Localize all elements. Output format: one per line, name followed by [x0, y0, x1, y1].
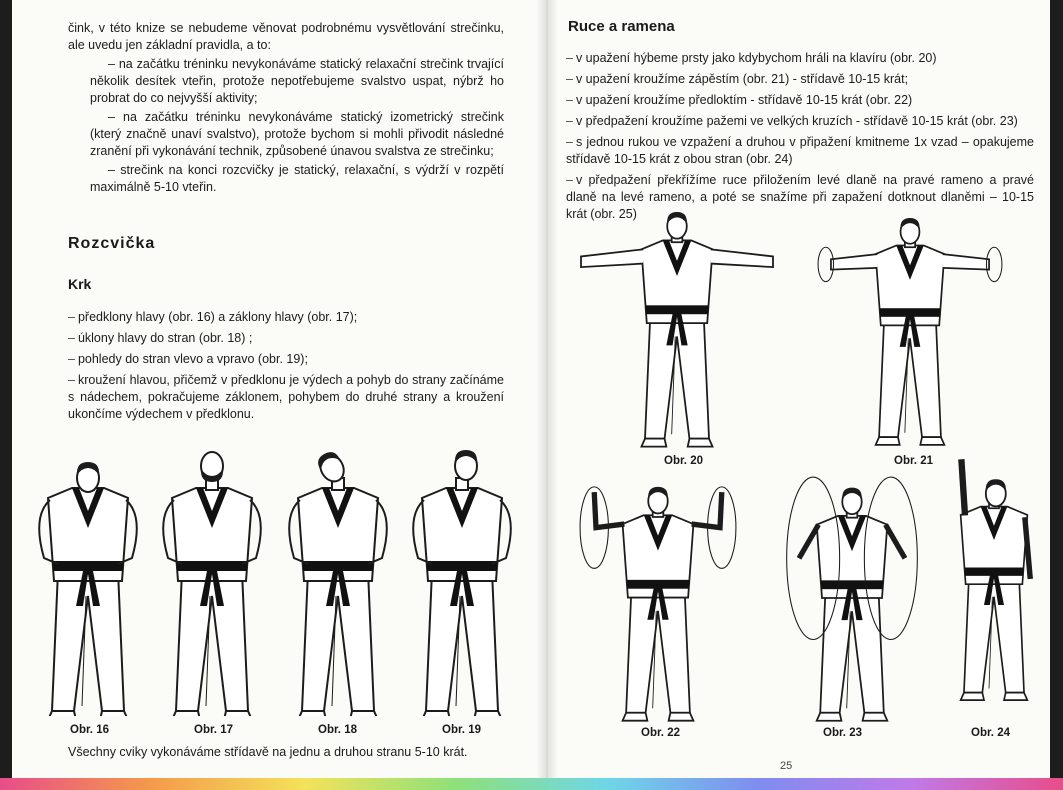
- figure-forearm-circles: [568, 478, 748, 726]
- figure-neck-bend-forward: [28, 446, 148, 716]
- list-item: – předklony hlavy (obr. 16) a záklony hlavy (obr. 17);: [68, 310, 358, 324]
- caption-obr-22: Obr. 22: [641, 727, 680, 739]
- page-number: 25: [780, 760, 793, 772]
- caption-obr-16: Obr. 16: [70, 724, 109, 736]
- figure-big-arm-circles: [762, 470, 942, 726]
- screen-edge-strip: [0, 778, 1063, 790]
- list-item: – v předpažení kroužíme pažemi ve velkých kruzích - střídavě 10-15 krát (obr. 23): [566, 114, 1018, 128]
- list-item: – v upažení kroužíme předloktím - střídavě 10-15 krát (obr. 22): [566, 93, 913, 107]
- neck-exercise-list: [68, 309, 504, 427]
- caption-obr-23: Obr. 23: [823, 727, 862, 739]
- section-heading-warmup: Rozcvička: [68, 235, 156, 252]
- figure-arms-side-fingers: [562, 212, 792, 452]
- caption-obr-18: Obr. 18: [318, 724, 357, 736]
- subsection-heading-neck: Krk: [68, 276, 92, 292]
- caption-obr-20: Obr. 20: [664, 455, 703, 467]
- figure-wrist-circles: [800, 218, 1020, 450]
- footer-note: Všechny cviky vykonáváme střídavě na jednu a druhou stranu 5-10 krát.: [68, 745, 468, 759]
- list-item: – v předpažení překřížíme ruce přiložením levé dlaně na pravé rameno a pravé dlaně na levé rameno, a poté se snažíme při zapažení dotknout dlaněmi – 10-15 krát (obr. 25): [566, 173, 1034, 221]
- caption-obr-17: Obr. 17: [194, 724, 233, 736]
- caption-obr-21: Obr. 21: [894, 455, 933, 467]
- section-heading-arms: Ruce a ramena: [568, 18, 675, 35]
- rule-2: – na začátku tréninku nevykonáváme statický izometrický strečink (který značně unaví svalstvo), protože bychom si mohli přivodit následné zranění při vykonávání technik, způsobené únavou svalstva ze strečinku;: [90, 110, 504, 158]
- figure-neck-turn-side: [402, 446, 522, 716]
- list-item: – pohledy do stran vlevo a vpravo (obr. 19);: [68, 352, 308, 366]
- list-item: – v upažení kroužíme zápěstím (obr. 21) - střídavě 10-15 krát;: [566, 72, 909, 86]
- rule-1: – na začátku tréninku nevykonáváme statický relaxační strečink trvající několik desítek vteřin, protože nepotřebujeme svalstvo uspat, nýbrž ho probrat do co nejvyšší aktivity;: [90, 57, 504, 105]
- list-item: – s jednou rukou ve vzpažení a druhou v připažení kmitneme 1x vzad – opakujeme střídavě 10-15 krát z obou stran (obr. 24): [566, 135, 1034, 166]
- caption-obr-24: Obr. 24: [971, 727, 1010, 739]
- list-item: – v upažení hýbeme prsty jako kdybychom hráli na klavíru (obr. 20): [566, 51, 937, 65]
- figure-neck-tilt-side: [278, 446, 398, 716]
- arm-exercise-list: [566, 50, 1034, 227]
- intro-paragraph: čink, v této knize se nebudeme věnovat podrobnému vysvětlování strečinku, ale uvedu jen základní pravidla, a to:: [68, 21, 504, 52]
- book-gutter: [536, 0, 558, 778]
- figure-arm-swing-back: [944, 452, 1044, 724]
- list-item: – kroužení hlavou, přičemž v předklonu je výdech a pohyb do strany začínáme s nádechem, pokračujeme záklonem, pohybem do druhé strany a kroužení ukončíme výdechem v předklonu.: [68, 373, 504, 421]
- figure-neck-bend-back: [152, 446, 272, 716]
- stretching-rules: [68, 20, 504, 196]
- rule-3: – strečink na konci rozcvičky je statický, relaxační, s výdrží v rozpětí maximálně 5-10 vteřin.: [90, 163, 504, 194]
- caption-obr-19: Obr. 19: [442, 724, 481, 736]
- list-item: – úklony hlavy do stran (obr. 18) ;: [68, 331, 253, 345]
